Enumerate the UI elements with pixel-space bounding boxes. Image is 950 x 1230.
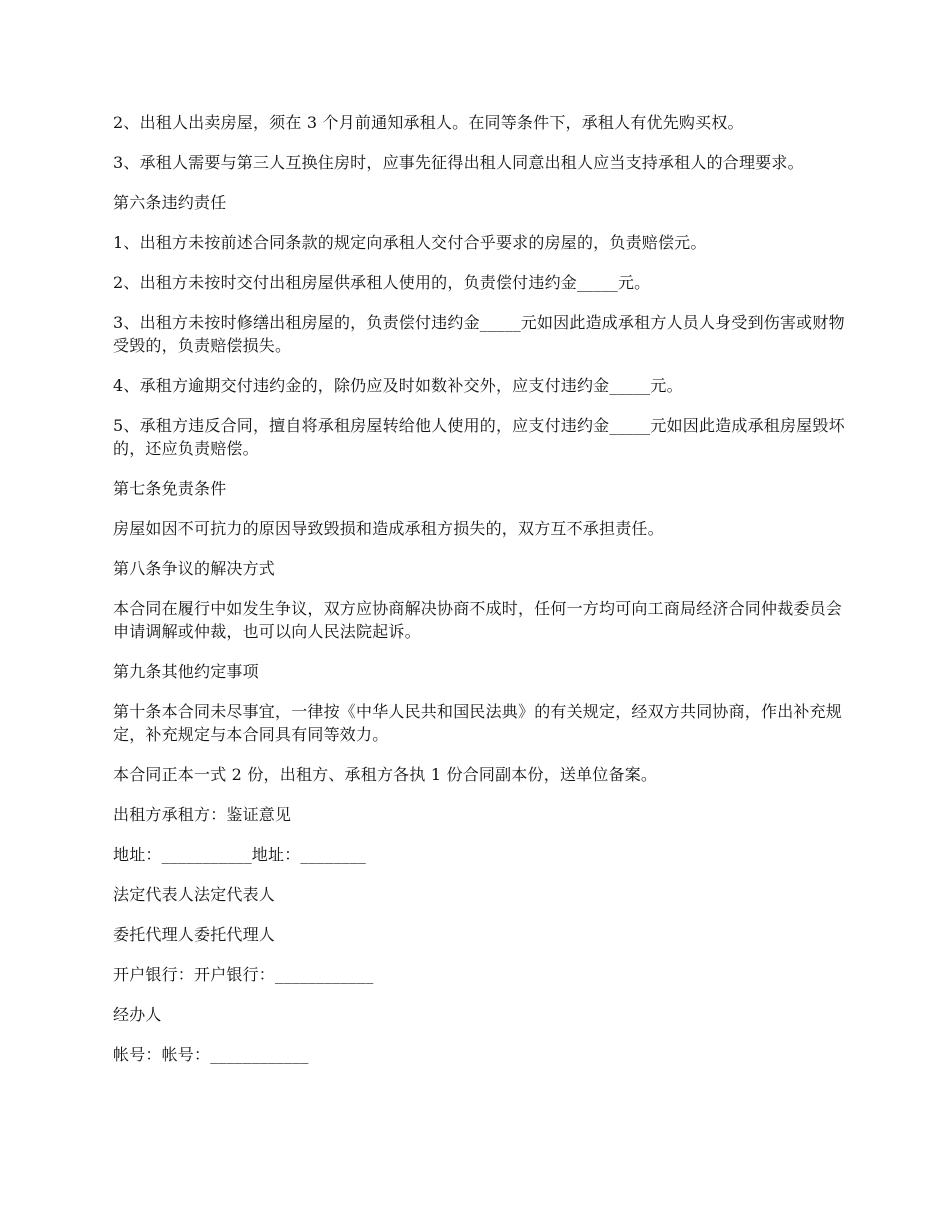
account-line: 帐号：帐号：____________ — [113, 1045, 309, 1064]
article-9-heading: 第九条其他约定事项 — [113, 662, 259, 681]
liability-item-2: 2、出租方未按时交付出租房屋供承租人使用的，负责偿付违约金_____元。 — [113, 273, 651, 292]
liability-item-1: 1、出租方未按前述合同条款的规定向承租人交付合乎要求的房屋的，负责赔偿元。 — [113, 233, 707, 252]
bank-line: 开户银行：开户银行：____________ — [113, 965, 374, 984]
copies-clause: 本合同正本一式 2 份，出租方、承租方各执 1 份合同副本份，送单位备案。 — [113, 765, 658, 784]
article-8-body: 本合同在履行中如发生争议，双方应协商解决协商不成时，任何一方均可向工商局经济合同仲裁委员会申请调解或仲裁，也可以向人民法院起诉。 — [113, 599, 843, 641]
article-7-body: 房屋如因不可抗力的原因导致毁损和造成承租方损失的，双方互不承担责任。 — [113, 519, 664, 538]
document-page — [113, 111, 853, 1083]
handler-line: 经办人 — [113, 1005, 162, 1024]
signature-parties-line: 出租方承租方：鉴证意见 — [113, 805, 292, 824]
legal-representative-line: 法定代表人法定代表人 — [113, 885, 276, 904]
liability-item-3: 3、出租方未按时修缮出租房屋的，负责偿付违约金_____元如因此造成承租方人员人身受到伤害或财物受毁的，负责赔偿损失。 — [113, 313, 845, 355]
authorized-agent-line: 委托代理人委托代理人 — [113, 925, 276, 944]
clause-3-exchange-housing: 3、承租人需要与第三人互换住房时，应事先征得出租人同意出租人应当支持承租人的合理要求。 — [113, 153, 804, 172]
article-8-heading: 第八条争议的解决方式 — [113, 559, 276, 578]
article-6-heading: 第六条违约责任 — [113, 193, 227, 212]
article-10-body: 第十条本合同未尽事宜，一律按《中华人民共和国民法典》的有关规定，经双方共同协商，作出补充规定，补充规定与本合同具有同等效力。 — [113, 702, 843, 744]
address-line: 地址：___________地址：________ — [113, 845, 367, 864]
liability-item-4: 4、承租方逾期交付违约金的，除仍应及时如数补交外，应支付违约金_____元。 — [113, 376, 683, 395]
clause-2-sale-notice: 2、出租人出卖房屋，须在 3 个月前通知承租人。在同等条件下，承租人有优先购买权。 — [113, 113, 744, 132]
liability-item-5: 5、承租方违反合同，擅自将承租房屋转给他人使用的，应支付违约金_____元如因此造成承租房屋毁坏的，还应负责赔偿。 — [113, 416, 845, 458]
article-7-heading: 第七条免责条件 — [113, 479, 227, 498]
